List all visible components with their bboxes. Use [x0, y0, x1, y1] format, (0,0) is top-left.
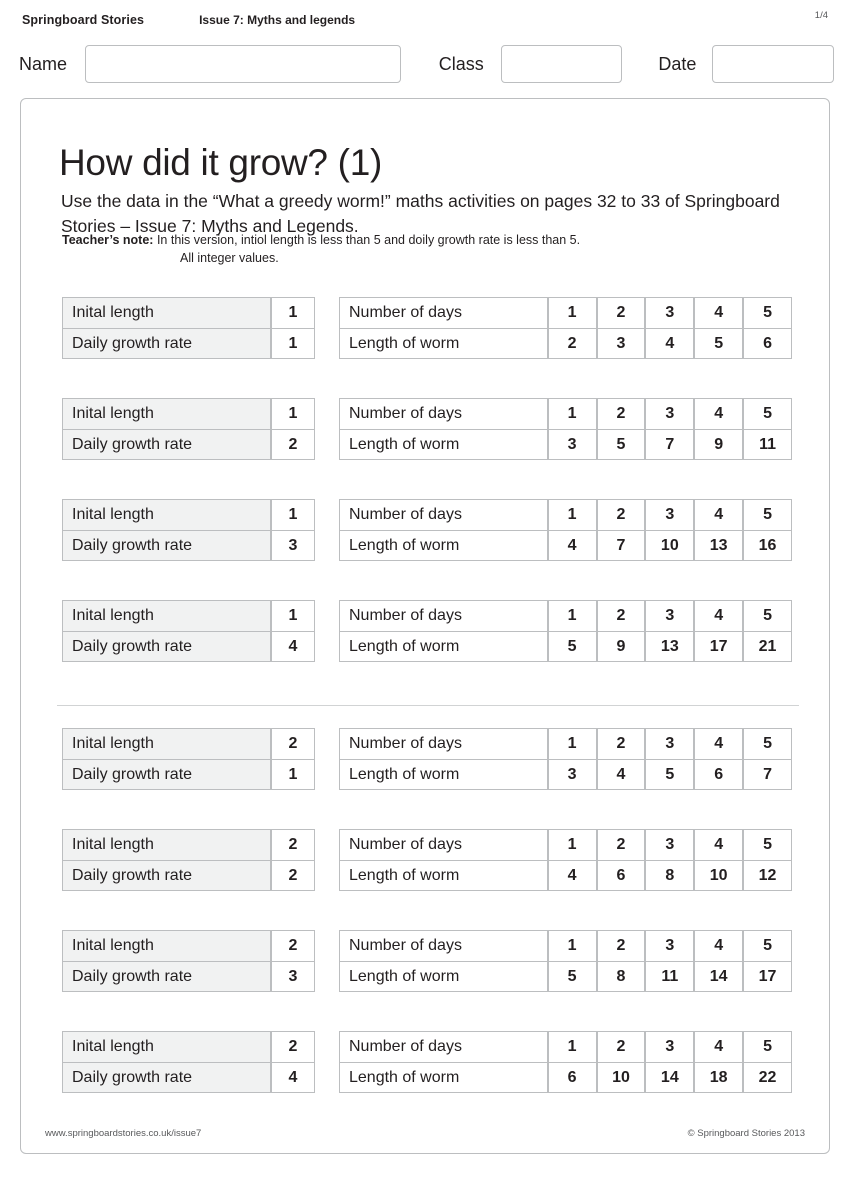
- initial-length-label: Inital length: [62, 499, 271, 530]
- day-value: 3: [645, 930, 694, 961]
- length-of-worm-label: Length of worm: [339, 530, 548, 561]
- daily-growth-rate-label: Daily growth rate: [62, 1062, 271, 1093]
- day-value: 5: [743, 829, 792, 860]
- initial-length-label: Inital length: [62, 398, 271, 429]
- worksheet-blocks: [21, 297, 831, 1086]
- length-of-worm-label: Length of worm: [339, 1062, 548, 1093]
- document-header: [22, 8, 828, 32]
- table-row: [62, 530, 315, 561]
- daily-growth-rate-label: Daily growth rate: [62, 961, 271, 992]
- initial-length-label: Inital length: [62, 829, 271, 860]
- worm-length-value: 2: [548, 328, 597, 359]
- initial-length-label: Inital length: [62, 728, 271, 759]
- worm-length-value: 18: [694, 1062, 743, 1093]
- table-row: [339, 499, 792, 530]
- table-row: [62, 961, 315, 992]
- worksheet-block: [21, 728, 831, 783]
- day-value: 2: [597, 728, 646, 759]
- worm-length-value: 8: [645, 860, 694, 891]
- day-value: 2: [597, 930, 646, 961]
- table-row: [62, 1031, 315, 1062]
- worksheet-block: [21, 600, 831, 655]
- day-value: 4: [694, 1031, 743, 1062]
- initial-length-value: 1: [271, 398, 315, 429]
- daily-growth-rate-value: 3: [271, 530, 315, 561]
- day-value: 2: [597, 829, 646, 860]
- daily-growth-rate-value: 2: [271, 860, 315, 891]
- results-table: [339, 728, 792, 790]
- table-row: [339, 728, 792, 759]
- initial-length-value: 2: [271, 728, 315, 759]
- table-row: [62, 328, 315, 359]
- footer-url: www.springboardstories.co.uk/issue7: [45, 1128, 202, 1139]
- length-of-worm-label: Length of worm: [339, 429, 548, 460]
- worm-length-value: 4: [597, 759, 646, 790]
- day-value: 4: [694, 930, 743, 961]
- date-input[interactable]: [712, 45, 834, 83]
- student-details-row: [16, 40, 834, 88]
- worm-length-value: 5: [645, 759, 694, 790]
- table-row: [339, 930, 792, 961]
- initial-length-value: 1: [271, 600, 315, 631]
- day-value: 5: [743, 930, 792, 961]
- worm-length-value: 5: [548, 961, 597, 992]
- worm-length-value: 4: [548, 860, 597, 891]
- worksheet-panel: [20, 98, 830, 1154]
- initial-length-value: 2: [271, 829, 315, 860]
- day-value: 1: [548, 728, 597, 759]
- parameters-table: [62, 1031, 315, 1093]
- length-of-worm-label: Length of worm: [339, 961, 548, 992]
- table-row: [339, 328, 792, 359]
- worm-length-value: 13: [694, 530, 743, 561]
- table-row: [62, 600, 315, 631]
- page-title: How did it grow? (1): [59, 141, 383, 183]
- worm-length-value: 12: [743, 860, 792, 891]
- table-row: [339, 631, 792, 662]
- table-row: [339, 297, 792, 328]
- table-row: [339, 829, 792, 860]
- day-value: 1: [548, 499, 597, 530]
- teacher-note-text: In this version, intiol length is less than 5 and doily growth rate is less than 5.: [156, 233, 581, 247]
- day-value: 2: [597, 297, 646, 328]
- initial-length-label: Inital length: [62, 297, 271, 328]
- worm-length-value: 6: [597, 860, 646, 891]
- daily-growth-rate-label: Daily growth rate: [62, 530, 271, 561]
- worksheet-block: [21, 829, 831, 884]
- table-row: [339, 1031, 792, 1062]
- day-value: 5: [743, 600, 792, 631]
- day-value: 1: [548, 1031, 597, 1062]
- class-label: Class: [438, 53, 484, 74]
- daily-growth-rate-label: Daily growth rate: [62, 759, 271, 790]
- results-table: [339, 297, 792, 359]
- length-of-worm-label: Length of worm: [339, 860, 548, 891]
- table-row: [62, 631, 315, 662]
- length-of-worm-label: Length of worm: [339, 631, 548, 662]
- page-number: 1/4: [814, 10, 828, 21]
- worm-length-value: 5: [694, 328, 743, 359]
- day-value: 3: [645, 728, 694, 759]
- parameters-table: [62, 297, 315, 359]
- worksheet-block: [21, 398, 831, 453]
- worm-length-value: 21: [743, 631, 792, 662]
- table-row: [62, 860, 315, 891]
- parameters-table: [62, 829, 315, 891]
- daily-growth-rate-value: 1: [271, 759, 315, 790]
- worm-length-value: 8: [597, 961, 646, 992]
- table-row: [62, 1062, 315, 1093]
- table-row: [62, 829, 315, 860]
- day-value: 3: [645, 600, 694, 631]
- worm-length-value: 10: [645, 530, 694, 561]
- parameters-table: [62, 728, 315, 790]
- parameters-table: [62, 398, 315, 460]
- day-value: 3: [645, 829, 694, 860]
- initial-length-value: 2: [271, 930, 315, 961]
- day-value: 3: [645, 398, 694, 429]
- worm-length-value: 6: [743, 328, 792, 359]
- day-value: 5: [743, 1031, 792, 1062]
- number-of-days-label: Number of days: [339, 499, 548, 530]
- worm-length-value: 10: [694, 860, 743, 891]
- day-value: 3: [645, 499, 694, 530]
- worm-length-value: 17: [694, 631, 743, 662]
- day-value: 2: [597, 600, 646, 631]
- worm-length-value: 7: [743, 759, 792, 790]
- daily-growth-rate-value: 4: [271, 631, 315, 662]
- daily-growth-rate-value: 3: [271, 961, 315, 992]
- worm-length-value: 14: [645, 1062, 694, 1093]
- table-row: [339, 860, 792, 891]
- daily-growth-rate-value: 2: [271, 429, 315, 460]
- worm-length-value: 13: [645, 631, 694, 662]
- daily-growth-rate-label: Daily growth rate: [62, 328, 271, 359]
- length-of-worm-label: Length of worm: [339, 328, 548, 359]
- table-row: [339, 398, 792, 429]
- worm-length-value: 9: [694, 429, 743, 460]
- day-value: 4: [694, 829, 743, 860]
- results-table: [339, 930, 792, 992]
- number-of-days-label: Number of days: [339, 829, 548, 860]
- parameters-table: [62, 930, 315, 992]
- worm-length-value: 4: [645, 328, 694, 359]
- worm-length-value: 22: [743, 1062, 792, 1093]
- teacher-note-line2: All integer values.: [180, 251, 279, 265]
- results-table: [339, 829, 792, 891]
- table-row: [62, 499, 315, 530]
- number-of-days-label: Number of days: [339, 398, 548, 429]
- worm-length-value: 17: [743, 961, 792, 992]
- day-value: 5: [743, 297, 792, 328]
- worm-length-value: 10: [597, 1062, 646, 1093]
- day-value: 4: [694, 600, 743, 631]
- day-value: 5: [743, 499, 792, 530]
- initial-length-value: 2: [271, 1031, 315, 1062]
- daily-growth-rate-label: Daily growth rate: [62, 429, 271, 460]
- worm-length-value: 7: [645, 429, 694, 460]
- worm-length-value: 4: [548, 530, 597, 561]
- day-value: 1: [548, 930, 597, 961]
- day-value: 5: [743, 728, 792, 759]
- results-table: [339, 600, 792, 662]
- parameters-table: [62, 600, 315, 662]
- initial-length-label: Inital length: [62, 600, 271, 631]
- day-value: 5: [743, 398, 792, 429]
- day-value: 4: [694, 728, 743, 759]
- initial-length-label: Inital length: [62, 1031, 271, 1062]
- class-input[interactable]: [501, 45, 623, 83]
- worm-length-value: 7: [597, 530, 646, 561]
- section-divider: [57, 705, 799, 706]
- day-value: 1: [548, 297, 597, 328]
- worm-length-value: 5: [548, 631, 597, 662]
- daily-growth-rate-value: 4: [271, 1062, 315, 1093]
- initial-length-value: 1: [271, 297, 315, 328]
- table-row: [62, 297, 315, 328]
- worm-length-value: 11: [743, 429, 792, 460]
- table-row: [62, 429, 315, 460]
- day-value: 4: [694, 297, 743, 328]
- number-of-days-label: Number of days: [339, 728, 548, 759]
- table-row: [339, 600, 792, 631]
- worm-length-value: 5: [597, 429, 646, 460]
- teacher-note-label: Teacher’s note:: [62, 233, 154, 247]
- results-table: [339, 1031, 792, 1093]
- worksheet-block: [21, 930, 831, 985]
- table-row: [339, 530, 792, 561]
- document-footer: [45, 1128, 805, 1139]
- name-input[interactable]: [85, 45, 401, 83]
- brand-name: Springboard Stories: [22, 13, 145, 27]
- worksheet-block: [21, 297, 831, 352]
- instructions-text: Use the data in the “What a greedy worm!” maths activities on pages 32 to 33 of Springboard Stories – Issue 7: Myths and Legends.: [61, 190, 780, 236]
- parameters-table: [62, 499, 315, 561]
- worksheet-block: [21, 1031, 831, 1086]
- day-value: 1: [548, 398, 597, 429]
- table-row: [339, 1062, 792, 1093]
- worksheet-block: [21, 499, 831, 554]
- results-table: [339, 499, 792, 561]
- day-value: 4: [694, 398, 743, 429]
- worm-length-value: 3: [548, 429, 597, 460]
- table-row: [62, 728, 315, 759]
- worm-length-value: 3: [548, 759, 597, 790]
- worm-length-value: 14: [694, 961, 743, 992]
- worm-length-value: 16: [743, 530, 792, 561]
- table-row: [62, 930, 315, 961]
- day-value: 2: [597, 398, 646, 429]
- daily-growth-rate-value: 1: [271, 328, 315, 359]
- initial-length-label: Inital length: [62, 930, 271, 961]
- table-row: [339, 429, 792, 460]
- day-value: 4: [694, 499, 743, 530]
- daily-growth-rate-label: Daily growth rate: [62, 631, 271, 662]
- daily-growth-rate-label: Daily growth rate: [62, 860, 271, 891]
- number-of-days-label: Number of days: [339, 930, 548, 961]
- worm-length-value: 3: [597, 328, 646, 359]
- number-of-days-label: Number of days: [339, 297, 548, 328]
- table-row: [339, 961, 792, 992]
- day-value: 3: [645, 297, 694, 328]
- date-label: Date: [658, 53, 697, 74]
- worm-length-value: 6: [548, 1062, 597, 1093]
- length-of-worm-label: Length of worm: [339, 759, 548, 790]
- day-value: 2: [597, 499, 646, 530]
- initial-length-value: 1: [271, 499, 315, 530]
- teacher-note: [62, 231, 782, 267]
- number-of-days-label: Number of days: [339, 1031, 548, 1062]
- issue-title: Issue 7: Myths and legends: [199, 13, 356, 27]
- day-value: 1: [548, 600, 597, 631]
- name-label: Name: [19, 53, 68, 74]
- table-row: [62, 398, 315, 429]
- table-row: [339, 759, 792, 790]
- day-value: 3: [645, 1031, 694, 1062]
- footer-copyright: © Springboard Stories 2013: [687, 1128, 805, 1139]
- worm-length-value: 6: [694, 759, 743, 790]
- table-row: [62, 759, 315, 790]
- number-of-days-label: Number of days: [339, 600, 548, 631]
- day-value: 1: [548, 829, 597, 860]
- worm-length-value: 9: [597, 631, 646, 662]
- day-value: 2: [597, 1031, 646, 1062]
- worm-length-value: 11: [645, 961, 694, 992]
- results-table: [339, 398, 792, 460]
